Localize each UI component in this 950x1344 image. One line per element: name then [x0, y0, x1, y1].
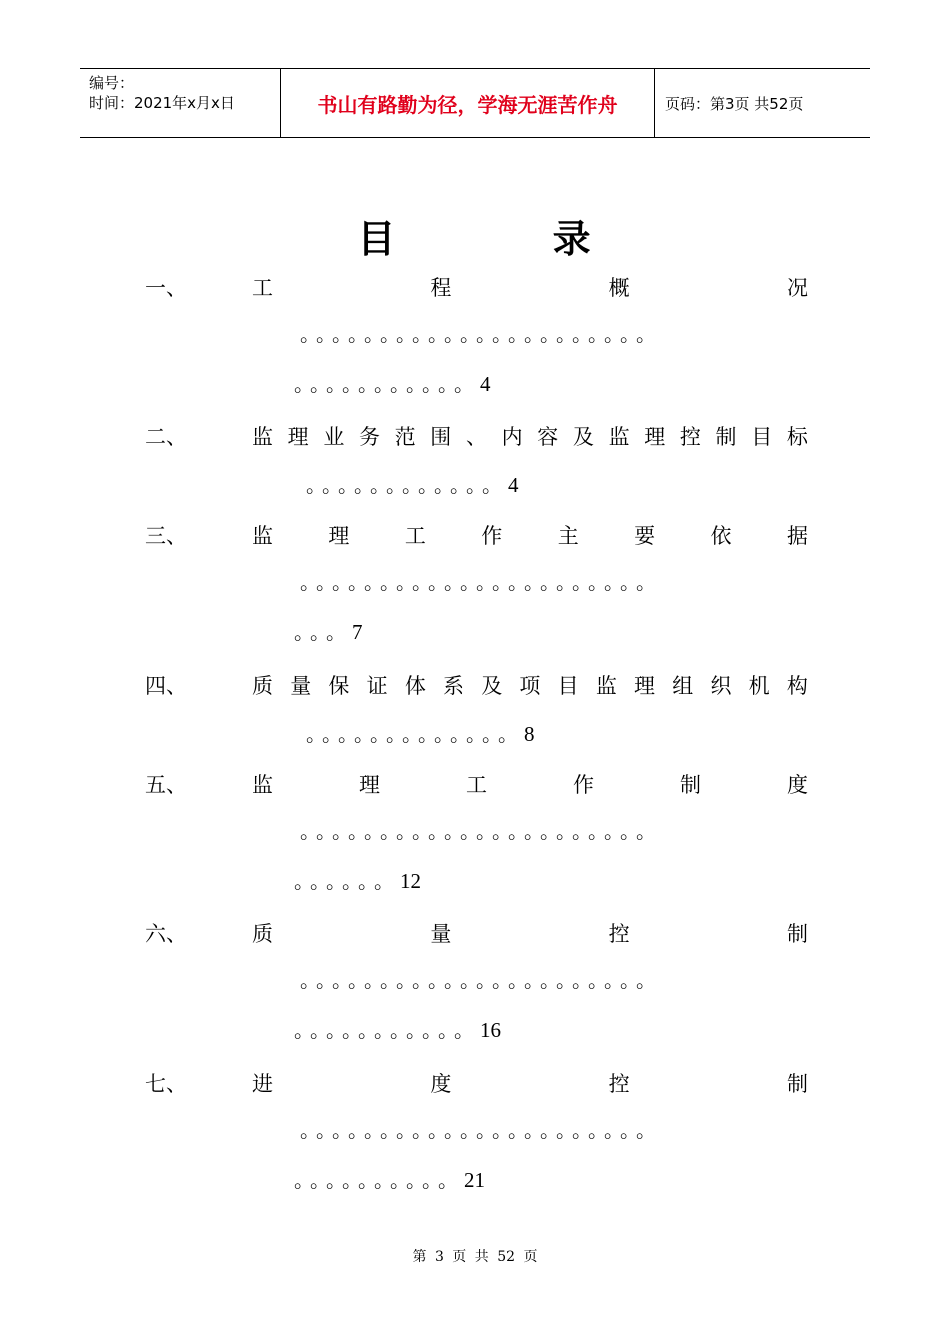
toc-leader-dots: 。。。。。。。。。。。4	[294, 372, 491, 396]
toc-entry-number: 五、	[145, 773, 187, 797]
toc-leader-dots: 。。。。。。。。。。。。。。。。。。。。。。	[300, 968, 662, 992]
toc-title: 目 录	[357, 217, 593, 261]
toc-page-number: 4	[480, 372, 491, 396]
toc-leader-dots: 。。。。。。。。。。。。。。。。。。。。。。	[300, 1118, 662, 1142]
toc-leader-dots: 。。。。。。。。。。。。。8	[306, 722, 535, 746]
toc-entry-number: 一、	[145, 276, 187, 300]
page-header	[80, 68, 870, 138]
toc-entry-number: 二、	[145, 425, 187, 449]
toc-entry-number: 四、	[145, 674, 187, 698]
toc-entry-title: 工 程 概 况	[252, 276, 808, 300]
header-meta	[80, 69, 281, 137]
toc-entry-number: 六、	[145, 922, 187, 946]
toc-entry-title: 监 理 工 作 制 度	[252, 773, 808, 797]
header-page-info: 页码：第3页 共52页	[665, 94, 804, 113]
toc-page-number: 4	[508, 473, 519, 497]
page-footer: 第 3 页 共 52 页	[412, 1249, 538, 1265]
toc-entry-title: 质 量 保 证 体 系 及 项 目 监 理 组 织 机 构	[252, 674, 808, 698]
toc-page-number: 16	[480, 1018, 501, 1042]
header-motto: 书山有路勤为径，学海无涯苦作舟	[281, 69, 655, 137]
toc-entry-title: 监 理 业 务 范 围 、 内 容 及 监 理 控 制 目 标	[252, 425, 808, 449]
toc-leader-dots: 。。。。。。。。。。21	[294, 1168, 485, 1192]
document-number: 编号：	[89, 74, 135, 92]
toc-entry-number: 三、	[145, 524, 187, 548]
toc-page-number: 7	[352, 620, 363, 644]
toc-page-number: 21	[464, 1168, 485, 1192]
toc-page-number: 8	[524, 722, 535, 746]
document-time: 时间：2021年x月x日	[89, 94, 235, 112]
toc-leader-dots: 。。。。。。。。。。。。4	[306, 473, 519, 497]
toc-leader-dots: 。。。。。。。。。。。16	[294, 1018, 501, 1042]
toc-entry-title: 监 理 工 作 主 要 依 据	[252, 524, 808, 548]
toc-entry-title: 进 度 控 制	[252, 1072, 808, 1096]
toc-leader-dots: 。。。。。。。。。。。。。。。。。。。。。。	[300, 570, 662, 594]
toc-leader-dots: 。。。7	[294, 620, 363, 644]
toc-entry-number: 七、	[145, 1072, 187, 1096]
toc-leader-dots: 。。。。。。12	[294, 869, 421, 893]
toc-entry-title: 质 量 控 制	[252, 922, 808, 946]
toc-page-number: 12	[400, 869, 421, 893]
toc-leader-dots: 。。。。。。。。。。。。。。。。。。。。。。	[300, 322, 662, 346]
toc-leader-dots: 。。。。。。。。。。。。。。。。。。。。。。	[300, 819, 662, 843]
